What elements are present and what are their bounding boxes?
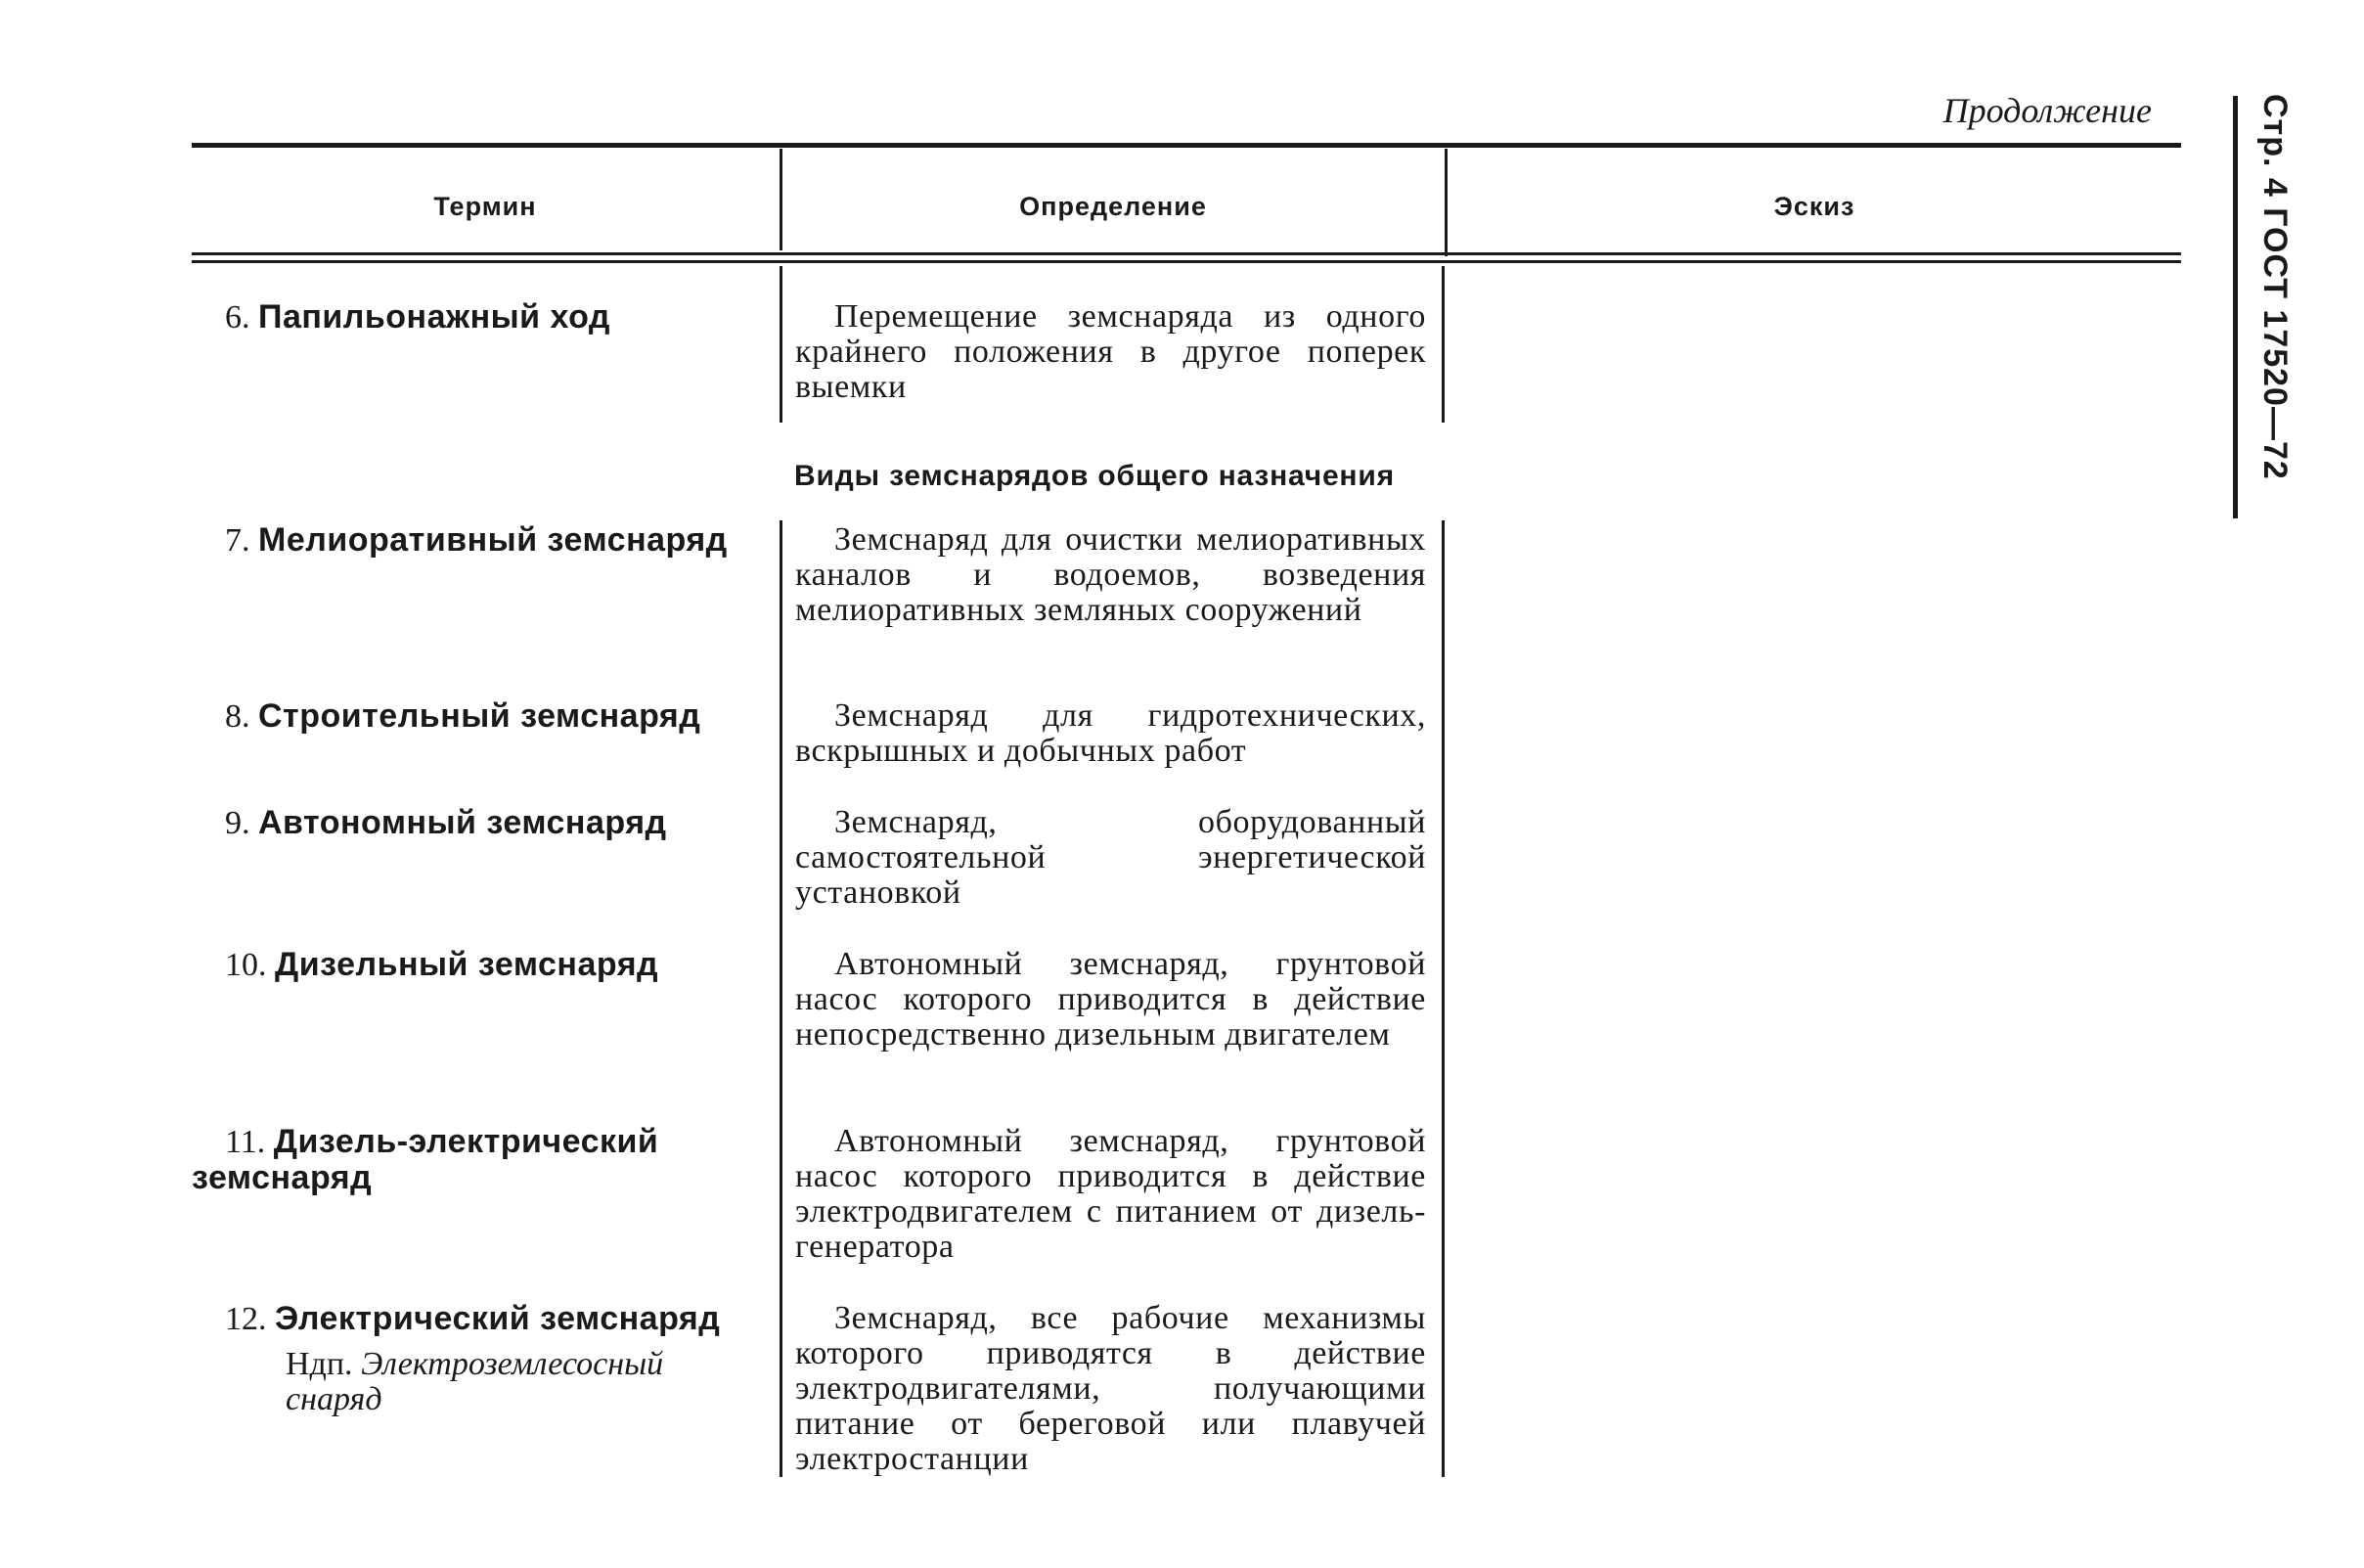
table-top-rule	[192, 143, 2181, 148]
section-heading: Виды земснарядов общего назначения	[794, 460, 1395, 492]
term-name: Автономный земснаряд	[258, 804, 667, 841]
term-row-7	[192, 522, 754, 559]
term-name: Электрический земснаряд	[275, 1300, 721, 1337]
term-number: 7.	[225, 522, 250, 559]
term-number: 8.	[225, 698, 250, 735]
page-standard-label: Стр. 4 ГОСТ 17520—72	[2256, 94, 2294, 480]
definition-row-7	[795, 522, 1426, 628]
definition-text: Автономный земснаряд, грунтовой насос которого приводится в действие электродвигателем с питанием от дизель-генератора	[795, 1123, 1426, 1265]
definition-right-border-row6	[1442, 266, 1445, 423]
term-row-6	[192, 299, 754, 336]
term-number: 10.	[225, 947, 267, 983]
header-bottom-rule-1	[192, 252, 2181, 255]
definition-text: Земснаряд для гидротехнических, вскрышных и добычных работ	[795, 697, 1426, 769]
definition-right-border	[1442, 520, 1445, 1477]
header-bottom-rule-2	[192, 260, 2181, 263]
definition-left-border-row6	[780, 266, 782, 423]
definition-text: Земснаряд, оборудованный самостоятельной энергетической установкой	[795, 804, 1426, 911]
term-row-11	[192, 1124, 754, 1196]
definition-text: Земснаряд, все рабочие механизмы которого приводятся в действие электродвигателями, получающими питание от береговой или плавучей электростанции	[795, 1300, 1426, 1477]
term-row-8	[192, 698, 754, 735]
term-row-9	[192, 805, 754, 841]
definition-text: Перемещение земснаряда из одного крайнего положения в другое поперек выемки	[795, 298, 1426, 405]
side-margin-rule	[2233, 96, 2238, 518]
term-name: Мелиоративный земснаряд	[258, 521, 728, 559]
term-row-10	[192, 947, 754, 983]
definition-row-8	[795, 698, 1426, 769]
non-recommended-term	[192, 1347, 754, 1417]
continuation-label: Продолжение	[1942, 91, 2152, 130]
definition-text: Автономный земснаряд, грунтовой насос которого приводится в действие непосредственно дизельным двигателем	[795, 946, 1426, 1053]
ndp-term: Электроземлесосный снаряд	[286, 1346, 664, 1417]
ndp-prefix: Ндп.	[286, 1346, 353, 1382]
term-number: 9.	[225, 805, 250, 841]
definition-row-11	[795, 1124, 1426, 1265]
column-header-sketch: Эскиз	[1773, 192, 1855, 221]
definition-left-border	[780, 520, 782, 1477]
term-name: Дизельный земснаряд	[275, 946, 659, 983]
definition-row-6	[795, 299, 1426, 405]
term-name: Строительный земснаряд	[258, 697, 701, 735]
term-row-12	[192, 1301, 754, 1417]
definition-row-12	[795, 1301, 1426, 1477]
term-number: 12.	[225, 1301, 267, 1337]
term-number: 11.	[225, 1124, 266, 1160]
column-header-term: Термин	[433, 192, 537, 221]
column-header-definition: Определение	[1019, 192, 1207, 221]
definition-text: Земснаряд для очистки мелиоративных каналов и водоемов, возведения мелиоративных земляных сооружений	[795, 521, 1426, 628]
definition-row-10	[795, 947, 1426, 1053]
definition-row-9	[795, 805, 1426, 911]
term-name: Дизель-электрический земснаряд	[192, 1123, 659, 1196]
term-name: Папильонажный ход	[258, 298, 610, 336]
term-number: 6.	[225, 299, 250, 336]
